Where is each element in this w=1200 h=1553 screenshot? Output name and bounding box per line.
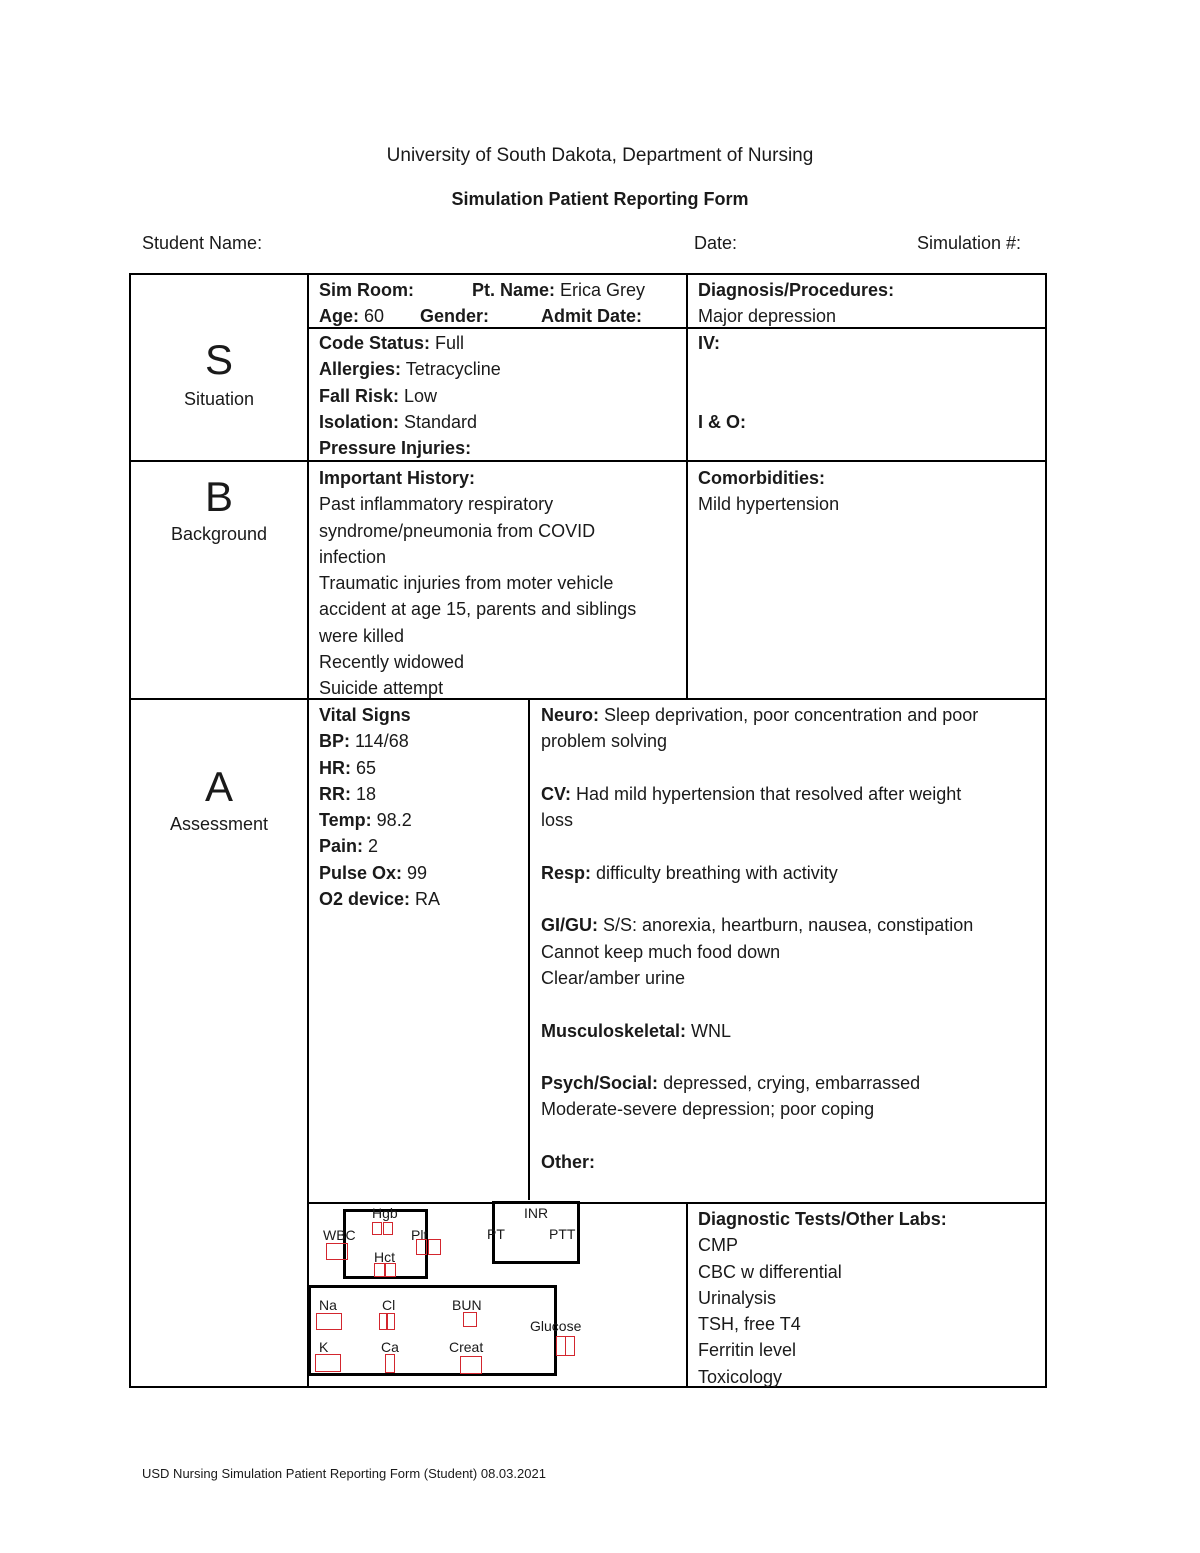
musculoskeletal-label: Musculoskeletal: bbox=[541, 1020, 687, 1041]
neuro-label: Neuro: bbox=[541, 705, 599, 725]
hgb-input[interactable] bbox=[372, 1222, 382, 1235]
isolation-value: Standard bbox=[399, 411, 478, 432]
glucose-label: Glucose bbox=[530, 1318, 582, 1334]
musculoskeletal-value: WNL bbox=[686, 1020, 732, 1041]
rr-label: RR: bbox=[319, 783, 351, 804]
gigu-line3: Clear/amber urine bbox=[541, 967, 686, 988]
neuro-line2: problem solving bbox=[541, 731, 668, 752]
simulation-number-label: Simulation #: bbox=[917, 233, 1022, 253]
psych-social-field bbox=[541, 1070, 978, 1096]
history-line: Past inflammatory respiratory bbox=[319, 494, 554, 515]
age-value: 60 bbox=[359, 306, 385, 326]
pressure-injuries-label: Pressure Injuries: bbox=[319, 438, 472, 459]
comorbidities-label: Comorbidities: bbox=[698, 468, 826, 488]
hgb-label: Hgb bbox=[372, 1205, 398, 1221]
bun-input[interactable] bbox=[463, 1312, 477, 1327]
vital-signs-title: Vital Signs bbox=[319, 705, 411, 725]
bp-field bbox=[319, 728, 440, 754]
background-label: Background bbox=[170, 524, 268, 544]
k-label: K bbox=[319, 1339, 329, 1355]
psych-social-value: depressed, crying, embarrassed bbox=[658, 1073, 921, 1094]
io-label: I & O: bbox=[698, 412, 746, 432]
vital-signs bbox=[319, 702, 440, 912]
ca-label: Ca bbox=[381, 1339, 399, 1355]
background-letter: B bbox=[204, 473, 233, 520]
plt-label: Plt bbox=[411, 1227, 428, 1243]
plt-input[interactable] bbox=[428, 1239, 441, 1255]
wbc-input[interactable] bbox=[326, 1243, 348, 1260]
important-history-label: Important History: bbox=[319, 468, 476, 488]
hr-field bbox=[319, 755, 440, 781]
sim-room-label: Sim Room: bbox=[319, 280, 415, 300]
isolation-field bbox=[319, 409, 501, 435]
resp-value: difficulty breathing with activity bbox=[591, 862, 838, 883]
assessment-section bbox=[129, 698, 1047, 1388]
history-line: Suicide attempt bbox=[319, 678, 444, 699]
code-status-value: Full bbox=[430, 333, 465, 353]
na-input[interactable] bbox=[316, 1313, 342, 1330]
situation-letter: S bbox=[204, 336, 233, 383]
gigu-value: S/S: anorexia, heartburn, nausea, constipation bbox=[598, 915, 974, 936]
cl-label: Cl bbox=[382, 1297, 396, 1313]
gigu-line2: Cannot keep much food down bbox=[541, 941, 781, 962]
inr-label: INR bbox=[524, 1205, 549, 1221]
situation-label: Situation bbox=[183, 389, 255, 409]
diagnostic-item: Ferritin level bbox=[698, 1340, 797, 1361]
pt-name-label: Pt. Name: bbox=[472, 280, 556, 300]
cl-input[interactable] bbox=[386, 1313, 395, 1330]
systems-assessment bbox=[541, 702, 978, 1175]
student-name-label: Student Name: bbox=[142, 233, 263, 253]
iv-label: IV: bbox=[698, 333, 721, 353]
o2-device-value: RA bbox=[410, 889, 441, 910]
history-line: were killed bbox=[319, 625, 405, 646]
creat-input[interactable] bbox=[460, 1356, 482, 1374]
hgb-input[interactable] bbox=[383, 1222, 393, 1235]
ca-input[interactable] bbox=[385, 1354, 395, 1373]
pain-value: 2 bbox=[363, 836, 379, 857]
gigu-label: GI/GU: bbox=[541, 915, 598, 936]
comorbidities-value: Mild hypertension bbox=[698, 494, 840, 515]
assessment-letter: A bbox=[204, 763, 233, 810]
bp-label: BP: bbox=[319, 731, 350, 752]
comorbidities bbox=[698, 465, 839, 518]
background-section bbox=[129, 460, 1047, 700]
diagnostic-item: Urinalysis bbox=[698, 1287, 777, 1308]
admit-date-label: Admit Date: bbox=[541, 306, 643, 326]
important-history bbox=[319, 465, 636, 702]
date-label: Date: bbox=[694, 233, 738, 253]
diagnostic-tests-label: Diagnostic Tests/Other Labs: bbox=[698, 1209, 947, 1229]
situation-section bbox=[129, 273, 1047, 462]
diagnostic-item: CMP bbox=[698, 1235, 738, 1256]
temp-label: Temp: bbox=[319, 810, 372, 831]
code-status-field bbox=[319, 330, 501, 356]
history-line: Recently widowed bbox=[319, 652, 465, 673]
hr-value: 65 bbox=[351, 757, 377, 778]
neuro-field bbox=[541, 702, 978, 728]
cv-label: CV: bbox=[541, 783, 572, 804]
psych-social-line2: Moderate-severe depression; poor coping bbox=[541, 1099, 875, 1120]
pt-name-field bbox=[472, 277, 645, 304]
allergies-field bbox=[319, 356, 501, 382]
other-label: Other: bbox=[541, 1152, 595, 1173]
age-field bbox=[319, 303, 384, 330]
allergies-value: Tetracycline bbox=[401, 359, 501, 380]
pt-name-value: Erica Grey bbox=[555, 280, 646, 300]
resp-label: Resp: bbox=[541, 862, 592, 883]
pulse-ox-value: 99 bbox=[402, 862, 428, 883]
cv-value: Had mild hypertension that resolved after weight bbox=[571, 783, 962, 804]
diagnostic-item: CBC w differential bbox=[698, 1261, 842, 1282]
neuro-value: Sleep deprivation, poor concentration and poor bbox=[599, 705, 979, 725]
psych-social-label: Psych/Social: bbox=[541, 1073, 659, 1094]
temp-field bbox=[319, 807, 440, 833]
diagnosis-value: Major depression bbox=[698, 306, 837, 326]
pain-label: Pain: bbox=[319, 836, 364, 857]
history-line: infection bbox=[319, 546, 387, 567]
pulse-ox-field bbox=[319, 860, 440, 886]
ptt-label: PTT bbox=[549, 1226, 576, 1242]
hct-input[interactable] bbox=[374, 1263, 385, 1277]
hct-input[interactable] bbox=[385, 1263, 396, 1277]
fall-risk-field bbox=[319, 383, 501, 409]
pt-label: PT bbox=[487, 1226, 505, 1242]
history-line: syndrome/pneumonia from COVID bbox=[319, 520, 596, 541]
resp-field bbox=[541, 860, 978, 886]
wbc-label: WBC bbox=[323, 1227, 356, 1243]
allergies-label: Allergies: bbox=[319, 359, 402, 380]
gender-label: Gender: bbox=[420, 306, 490, 326]
o2-device-label: O2 device: bbox=[319, 889, 411, 910]
plt-input[interactable] bbox=[416, 1239, 427, 1255]
form-title: Simulation Patient Reporting Form bbox=[451, 189, 749, 209]
diagnosis-label: Diagnosis/Procedures: bbox=[698, 280, 895, 300]
bmp-box bbox=[308, 1285, 557, 1376]
creat-label: Creat bbox=[449, 1339, 484, 1355]
history-line: accident at age 15, parents and siblings bbox=[319, 599, 637, 620]
history-line: Traumatic injuries from moter vehicle bbox=[319, 573, 614, 594]
age-label: Age: bbox=[319, 306, 359, 326]
isolation-label: Isolation: bbox=[319, 411, 399, 432]
cv-field bbox=[541, 781, 978, 807]
temp-value: 98.2 bbox=[371, 810, 412, 831]
diagnostic-item: TSH, free T4 bbox=[698, 1314, 801, 1335]
musculoskeletal-field bbox=[541, 1018, 978, 1044]
pain-field bbox=[319, 833, 440, 859]
hr-label: HR: bbox=[319, 757, 351, 778]
bun-label: BUN bbox=[452, 1297, 482, 1313]
gigu-field bbox=[541, 912, 978, 938]
assessment-label: Assessment bbox=[169, 814, 269, 834]
fall-risk-value: Low bbox=[399, 385, 438, 406]
diagnostic-item: Toxicology bbox=[698, 1366, 783, 1387]
diagnostic-tests bbox=[698, 1206, 947, 1390]
o2-device-field bbox=[319, 886, 440, 912]
fall-risk-label: Fall Risk: bbox=[319, 385, 400, 406]
bp-value: 114/68 bbox=[350, 731, 409, 752]
code-status-label: Code Status: bbox=[319, 333, 431, 353]
glucose-input[interactable] bbox=[565, 1336, 575, 1356]
cv-line2: loss bbox=[541, 810, 574, 831]
na-label: Na bbox=[319, 1297, 337, 1313]
k-input[interactable] bbox=[315, 1354, 341, 1372]
rr-field bbox=[319, 781, 440, 807]
rr-value: 18 bbox=[351, 783, 377, 804]
university-title: University of South Dakota, Department of Nursing bbox=[386, 145, 814, 166]
footer: USD Nursing Simulation Patient Reporting Form (Student) 08.03.2021 bbox=[142, 1466, 546, 1481]
hct-label: Hct bbox=[374, 1249, 395, 1265]
pulse-ox-label: Pulse Ox: bbox=[319, 862, 403, 883]
situation-status-list bbox=[319, 330, 501, 461]
